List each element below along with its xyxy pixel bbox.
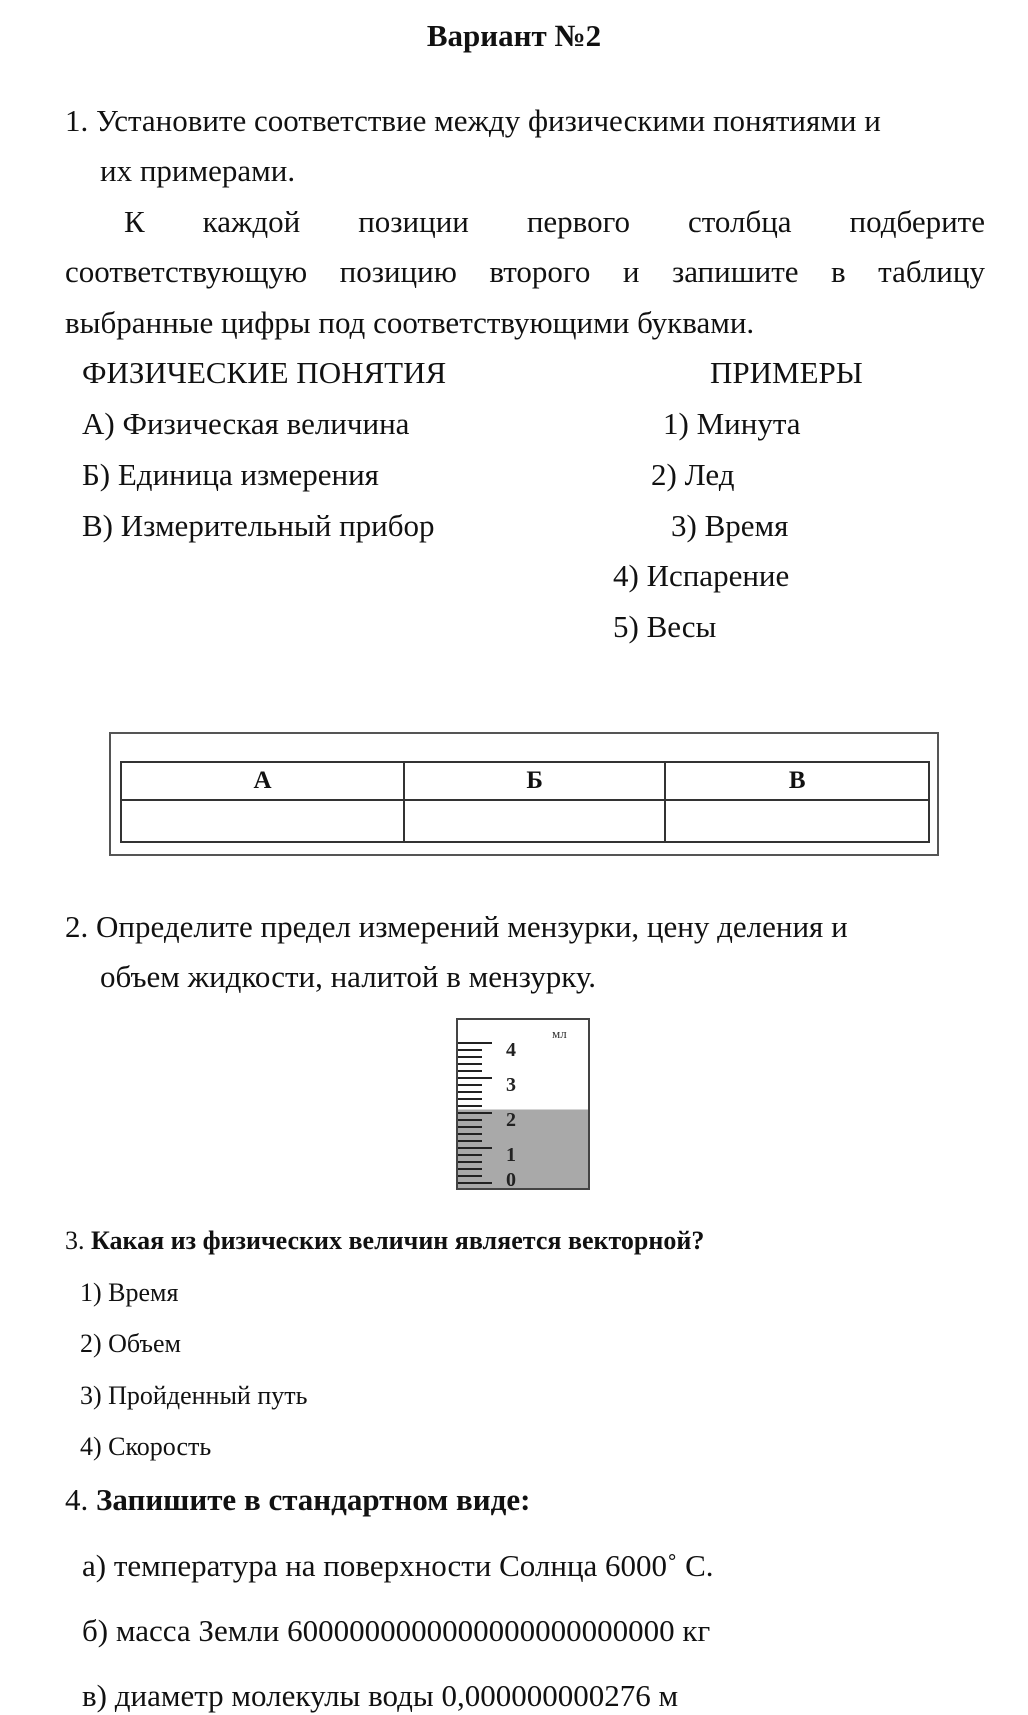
answer-table-frame xyxy=(109,732,939,856)
answer-header-a: А xyxy=(121,762,404,800)
q3-option: 1) Время xyxy=(80,1278,179,1307)
q3-question xyxy=(65,1226,704,1256)
scale-label: 0 xyxy=(506,1169,516,1190)
concept-item: Б) Единица измерения xyxy=(82,457,379,492)
unit-label: мл xyxy=(552,1026,567,1041)
q3-option: 2) Объем xyxy=(80,1329,181,1358)
scale-label: 1 xyxy=(506,1144,516,1166)
example-item: 1) Минута xyxy=(663,406,801,441)
q4-number: 4. xyxy=(65,1482,89,1517)
q2-text-line2: объем жидкости, налитой в мензурку. xyxy=(100,959,596,994)
q4-item-b: б) масса Земли 6000000000000000000000000 кг xyxy=(82,1613,711,1648)
concept-item: А) Физическая величина xyxy=(82,406,410,441)
scale-label: 2 xyxy=(506,1109,516,1131)
q1-text-line1: 1. Установите соответствие между физическими понятиями и xyxy=(65,103,881,138)
measuring-cylinder xyxy=(456,1018,590,1190)
example-item: 3) Время xyxy=(671,508,789,543)
example-item: 5) Весы xyxy=(613,609,717,644)
example-item: 2) Лед xyxy=(651,457,735,492)
answer-cell-a[interactable] xyxy=(121,800,404,842)
answer-cell-b[interactable] xyxy=(404,800,665,842)
q3-option: 3) Пройденный путь xyxy=(80,1381,308,1410)
page-title: Вариант №2 xyxy=(426,18,602,53)
scale-label: 4 xyxy=(506,1039,516,1061)
q1-text-line2: их примерами. xyxy=(100,153,296,188)
q4-question-text: Запишите в стандартном виде: xyxy=(96,1482,531,1517)
q4-question xyxy=(65,1481,530,1519)
q4-item-a: а) температура на поверхности Солнца 6000˚ С. xyxy=(82,1548,714,1583)
q3-option: 4) Скорость xyxy=(80,1432,212,1461)
concept-item: В) Измерительный прибор xyxy=(82,508,435,543)
scale-label: 3 xyxy=(506,1074,516,1096)
q2-text-line1: 2. Определите предел измерений мензурки, цену деления и xyxy=(65,909,848,944)
example-item: 4) Испарение xyxy=(613,558,790,593)
answer-cell-v[interactable] xyxy=(665,800,929,842)
q3-number: 3. xyxy=(65,1226,85,1255)
answer-table xyxy=(120,761,930,843)
q1-instruction-line2: соответствующую позицию второго и запишите в таблицу xyxy=(65,254,985,289)
answer-header-b: Б xyxy=(404,762,665,800)
concepts-header: ФИЗИЧЕСКИЕ ПОНЯТИЯ xyxy=(82,355,447,390)
q3-question-text: Какая из физических величин является векторной? xyxy=(91,1226,705,1255)
answer-header-v: В xyxy=(665,762,929,800)
q4-item-c: в) диаметр молекулы воды 0,000000000276 м xyxy=(82,1678,679,1713)
examples-header: ПРИМЕРЫ xyxy=(710,355,863,390)
q1-instruction-line3: выбранные цифры под соответствующими буквами. xyxy=(65,305,755,340)
q1-instruction-line1: К каждой позиции первого столбца подберите xyxy=(124,204,985,239)
